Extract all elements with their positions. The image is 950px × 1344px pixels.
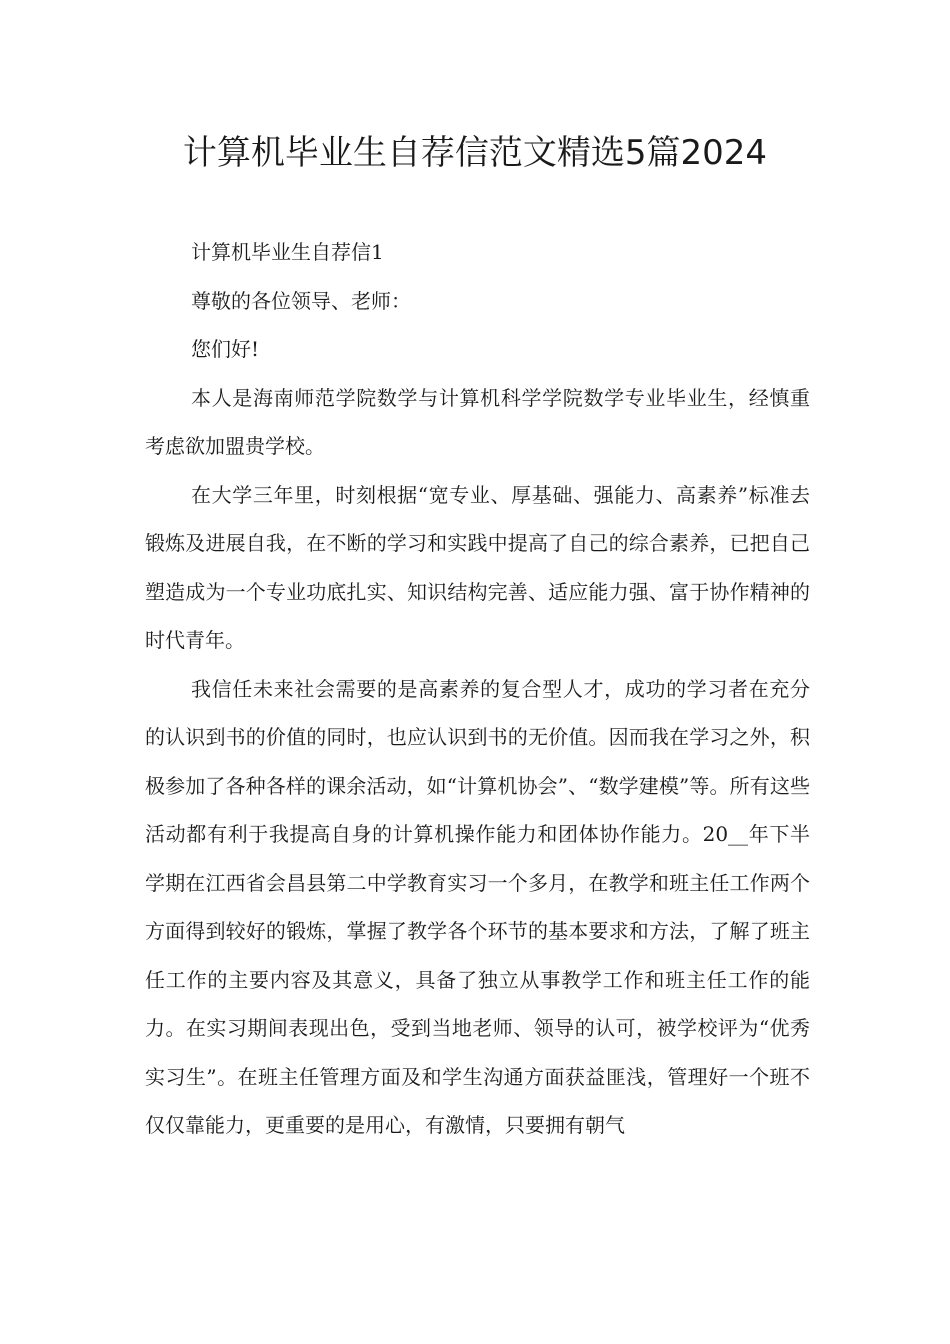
body-paragraph: 在大学三年里，时刻根据“宽专业、厚基础、强能力、高素养”标准去锻炼及进展自我，在不断的学习和实践中提高了自己的综合素养，已把自己塑造成为一个专业功底扎实、知识结构完善、适应能力强、富于协作精神的时代青年。 <box>145 482 810 652</box>
document-title: 计算机毕业生自荐信范文精选5篇2024 <box>182 133 768 173</box>
document-body <box>145 228 810 1150</box>
body-paragraph: 我信任未来社会需要的是高素养的复合型人才，成功的学习者在充分的认识到书的价值的同时，也应认识到书的无价值。因而我在学习之外，积极参加了各种各样的课余活动，如“计算机协会”、“数学建模”等。所有这些活动都有利于我提高自身的计算机操作能力和团体协作能力。20__年下半学期在江西省会昌县第二中学教育实习一个多月，在教学和班主任工作两个方面得到较好的锻炼，掌握了教学各个环节的基本要求和方法，了解了班主任工作的主要内容及其意义，具备了独立从事教学工作和班主任工作的能力。在实习期间表现出色，受到当地老师、领导的认可，被学校评为“优秀实习生”。在班主任管理方面及和学生沟通方面获益匪浅，管理好一个班不仅仅靠能力，更重要的是用心，有激情，只要拥有朝气 <box>145 676 810 1137</box>
body-paragraph: 本人是海南师范学院数学与计算机科学学院数学专业毕业生，经慎重考虑欲加盟贵学校。 <box>145 385 810 458</box>
greeting: 您们好! <box>191 337 260 361</box>
salutation: 尊敬的各位领导、老师： <box>191 288 411 313</box>
section-heading: 计算机毕业生自荐信1 <box>191 240 384 264</box>
